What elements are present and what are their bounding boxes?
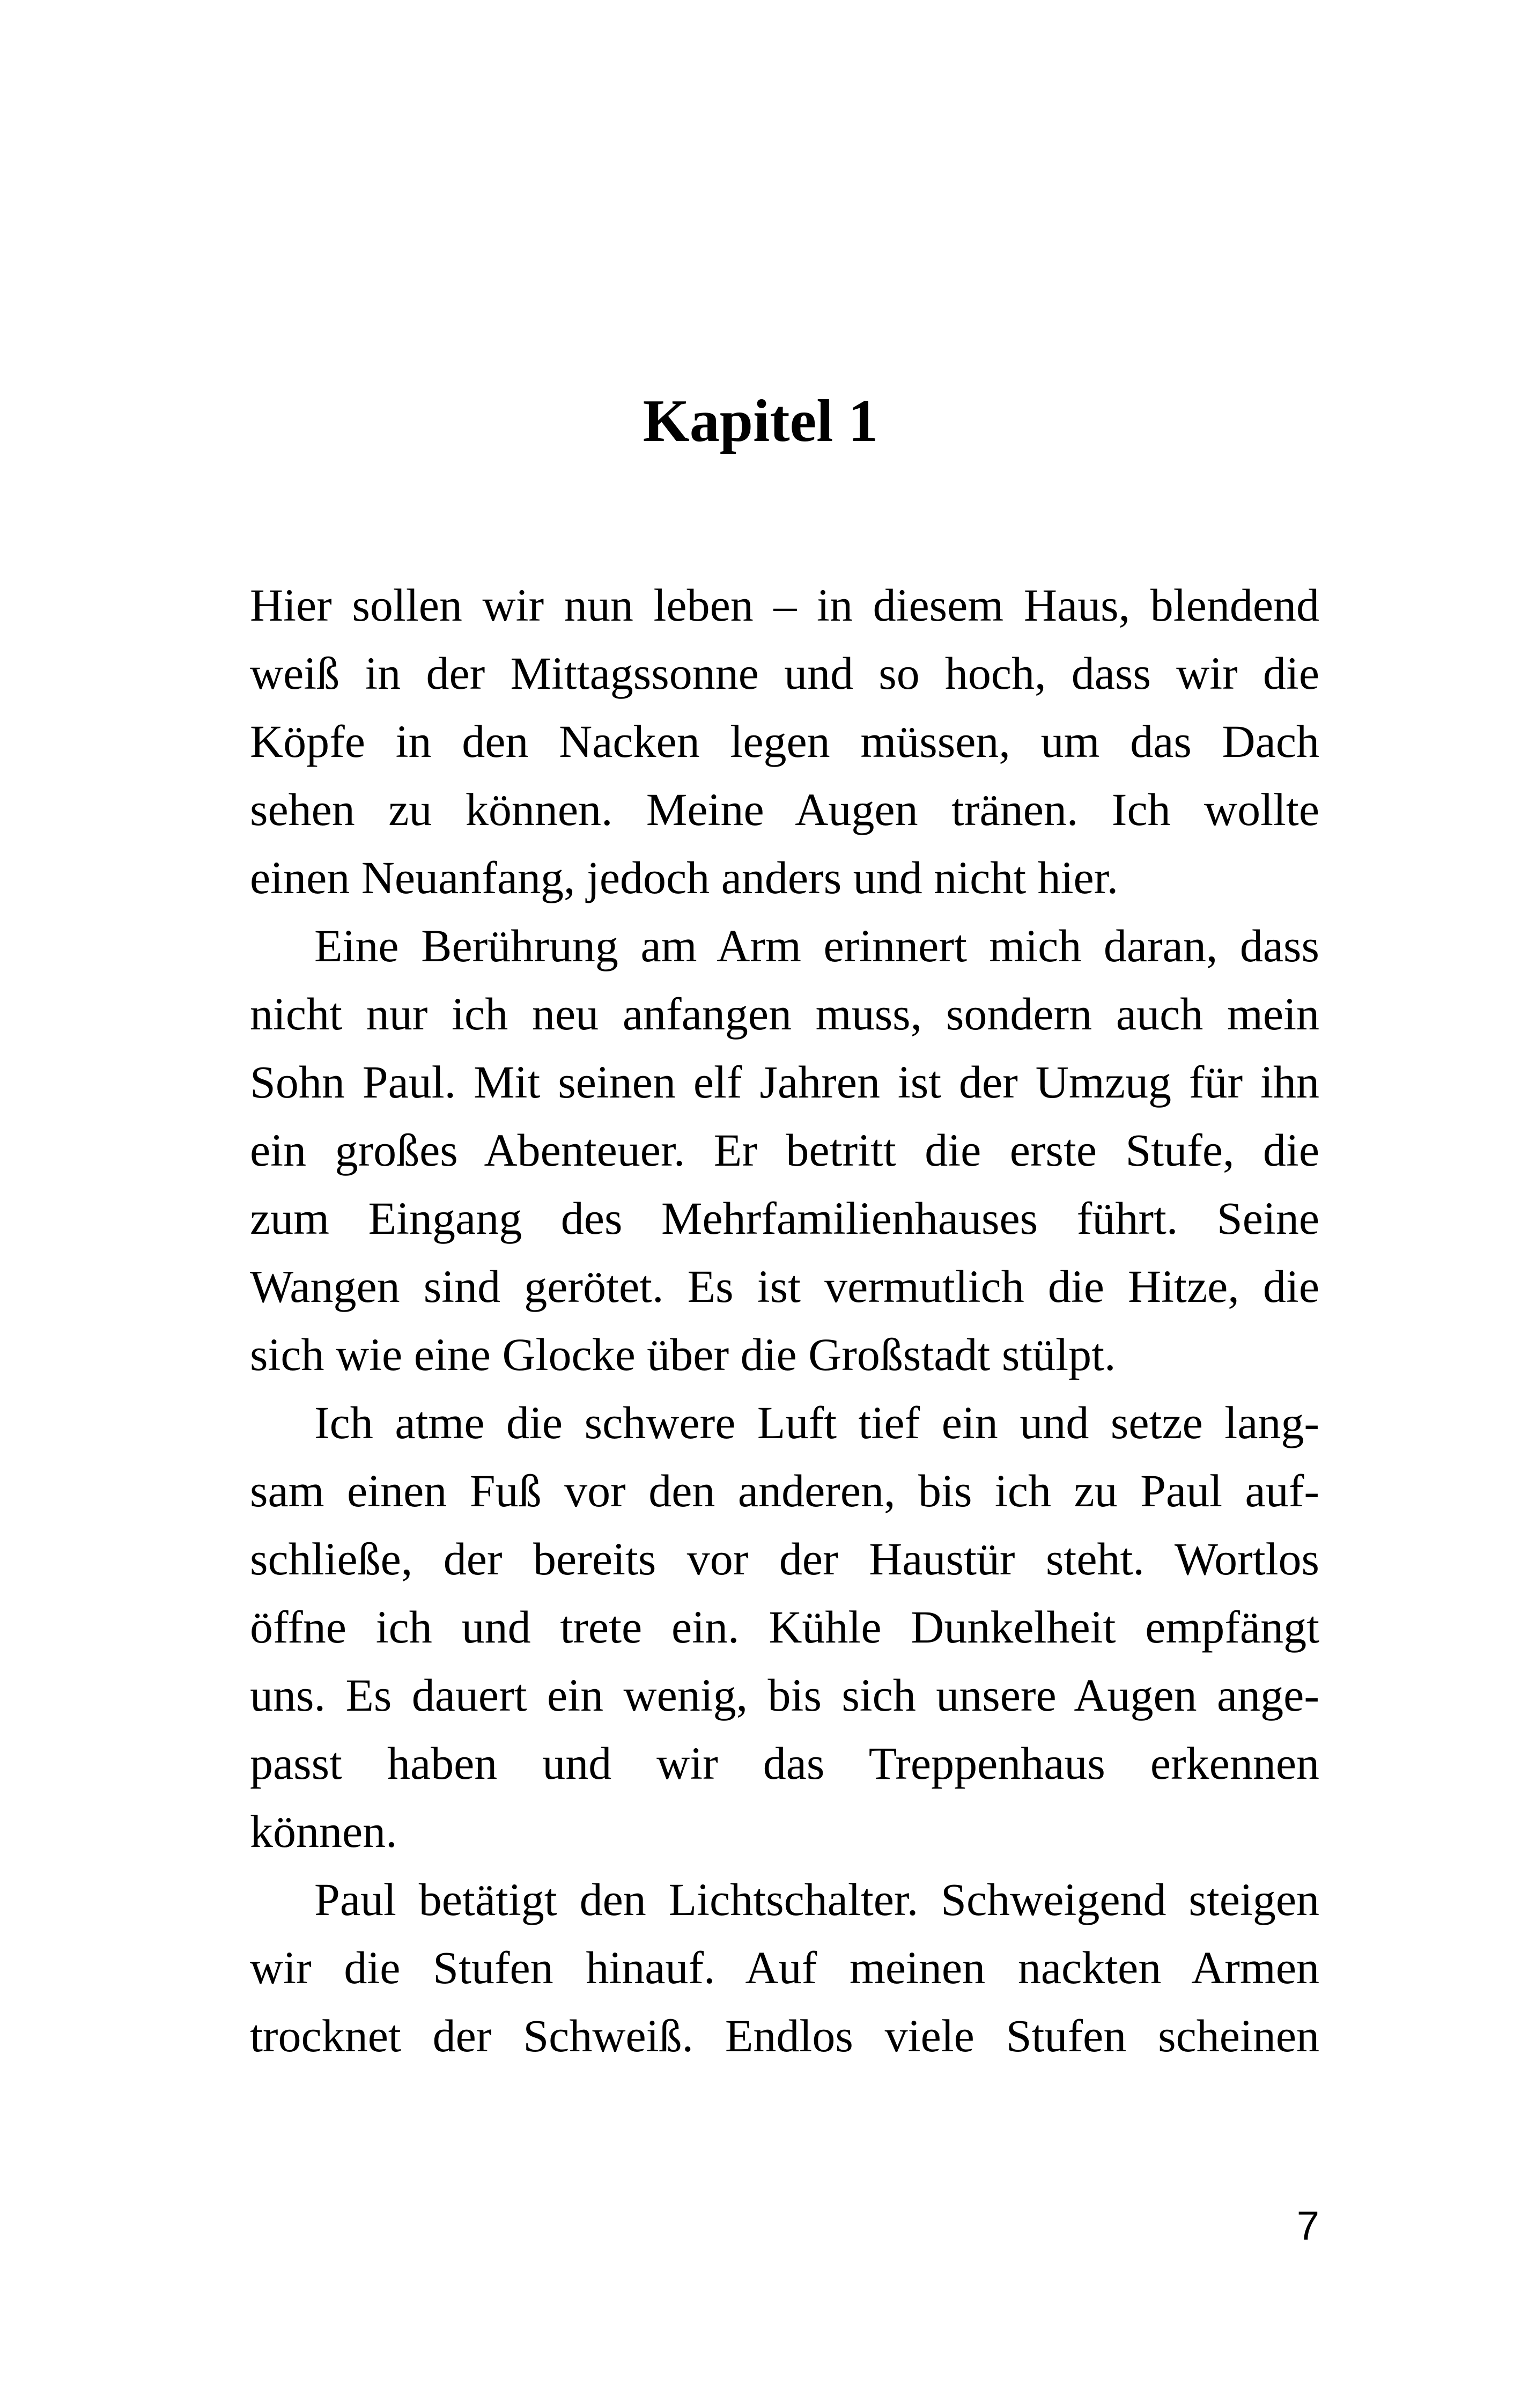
text-line: Hier sollen wir nun leben – in diesem Haus, blendend [250,579,1319,631]
text-line: Wangen sind gerötet. Es ist vermutlich die Hitze, die [250,1261,1319,1312]
text-line: sehen zu können. Meine Augen tränen. Ich wollte [250,784,1319,835]
paragraph-1 [250,571,1319,912]
text-line: Köpfe in den Nacken legen müssen, um das Dach [250,716,1319,767]
paragraph-2 [250,912,1319,1389]
text-line: öffne ich und trete ein. Kühle Dunkelheit empfängt [250,1601,1319,1653]
text-line: können. [250,1806,397,1857]
text-line: Ich atme die schwere Luft tief ein und setze lang- [314,1397,1319,1448]
text-line: trocknet der Schweiß. Endlos viele Stufen scheinen [250,2010,1319,2061]
body-text [250,571,1319,2070]
text-line: sam einen Fuß vor den anderen, bis ich zu Paul auf- [250,1465,1319,1516]
text-line: sich wie eine Glocke über die Großstadt stülpt. [250,1329,1116,1380]
text-line: nicht nur ich neu anfangen muss, sondern auch mein [250,988,1319,1040]
text-line: passt haben und wir das Treppenhaus erkennen [250,1737,1319,1789]
paragraph-4 [250,1866,1319,2070]
text-line: ein großes Abenteuer. Er betritt die erste Stufe, die [250,1124,1319,1176]
text-line: wir die Stufen hinauf. Auf meinen nackten Armen [250,1942,1319,1993]
text-line: einen Neuanfang, jedoch anders und nicht hier. [250,852,1119,903]
paragraph-3 [250,1389,1319,1866]
text-line: Eine Berührung am Arm erinnert mich daran, dass [314,920,1319,971]
text-line: weiß in der Mittagssonne und so hoch, dass wir die [250,647,1319,699]
page-number: 7 [1296,2203,1319,2249]
text-line: Sohn Paul. Mit seinen elf Jahren ist der Umzug für ihn [250,1056,1319,1108]
text-line: schließe, der bereits vor der Haustür steht. Wortlos [250,1533,1319,1585]
text-line: zum Eingang des Mehrfamilienhauses führt. Seine [250,1192,1319,1244]
chapter-title: Kapitel 1 [643,388,878,454]
text-line: Paul betätigt den Lichtschalter. Schweigend steigen [314,1874,1319,1925]
text-line: uns. Es dauert ein wenig, bis sich unsere Augen ange- [250,1669,1319,1721]
